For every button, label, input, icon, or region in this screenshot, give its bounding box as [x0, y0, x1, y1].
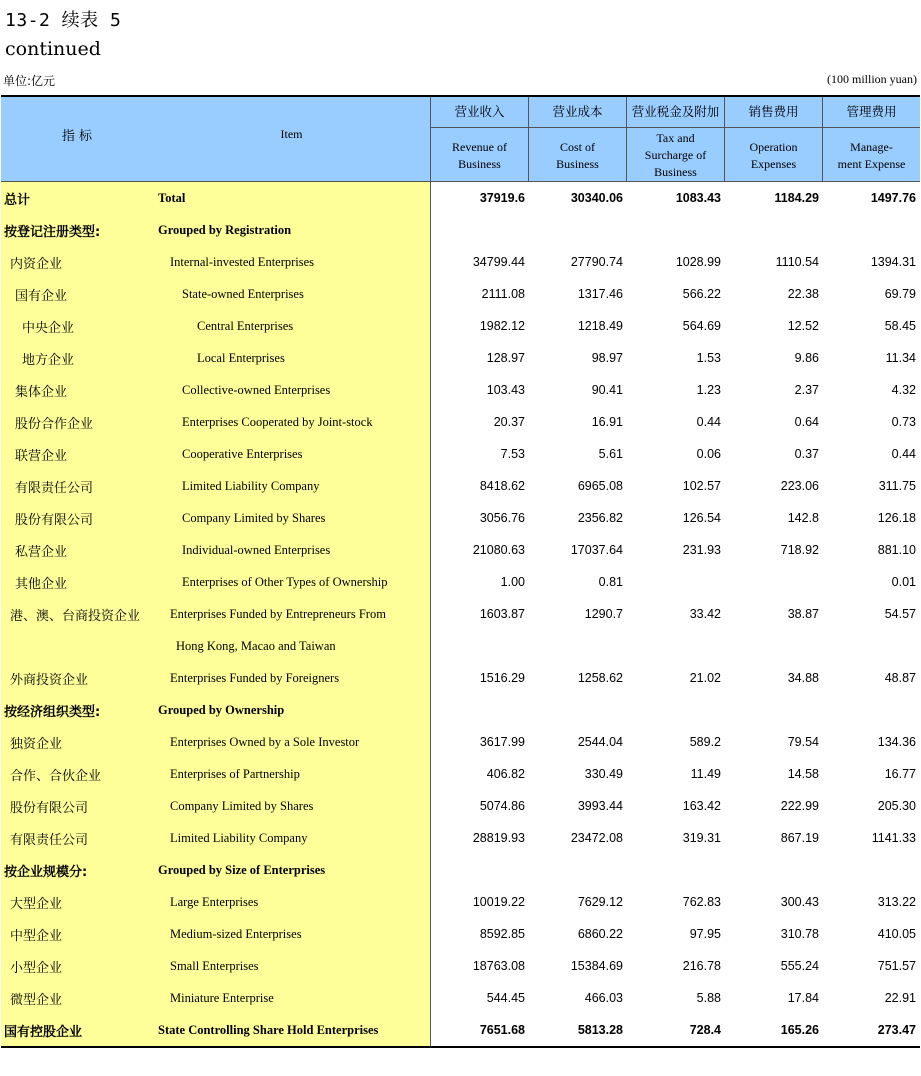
row-value: 3056.76	[479, 511, 525, 525]
row-value: 0.01	[891, 575, 916, 589]
row-value: 14.58	[787, 767, 819, 781]
row-value: 1.00	[500, 575, 525, 589]
row-value: 11.49	[690, 767, 721, 781]
row-label-en: Enterprises Funded by Entrepreneurs From	[153, 598, 431, 630]
row-value: 103.43	[486, 383, 525, 397]
table-row	[1, 822, 920, 854]
row-label-cn: 外商投资企业	[1, 662, 153, 694]
row-label-en: Grouped by Ownership	[153, 694, 431, 726]
row-value: 79.54	[787, 735, 819, 749]
row-value: 12.52	[787, 319, 819, 333]
row-value: 867.19	[780, 831, 819, 845]
table-subtitle: continued	[5, 38, 101, 60]
row-value: 231.93	[682, 543, 721, 557]
row-value: 102.57	[682, 479, 721, 493]
row-value: 126.54	[682, 511, 721, 525]
row-value: 90.41	[591, 383, 623, 397]
row-label-en: Central Enterprises	[153, 310, 431, 342]
row-value: 223.06	[780, 479, 819, 493]
row-value: 1218.49	[577, 319, 623, 333]
header-cost	[529, 97, 627, 181]
row-label-en: Company Limited by Shares	[153, 502, 431, 534]
row-label-cn: 按企业规模分:	[1, 854, 153, 886]
row-value: 98.97	[591, 351, 623, 365]
row-label-en: Limited Liability Company	[153, 470, 431, 502]
row-label-cn: 有限责任公司	[1, 822, 153, 854]
row-label-en: Company Limited by Shares	[153, 790, 431, 822]
unit-label-cn: 单位:亿元	[3, 74, 56, 88]
row-label-en: State-owned Enterprises	[153, 278, 431, 310]
table-body	[1, 182, 920, 1046]
row-value: 762.83	[682, 895, 721, 909]
row-label-cn: 股份有限公司	[1, 502, 153, 534]
row-value: 165.26	[780, 1023, 819, 1037]
row-value: 8418.62	[479, 479, 525, 493]
row-value: 3617.99	[479, 735, 525, 749]
row-value: 97.95	[689, 927, 721, 941]
row-label-en: State Controlling Share Hold Enterprises	[153, 1014, 431, 1046]
row-value: 28819.93	[472, 831, 525, 845]
row-value: 27790.74	[570, 255, 623, 269]
row-value: 216.78	[682, 959, 721, 973]
table-row	[1, 502, 920, 534]
row-value: 1603.87	[479, 607, 525, 621]
row-label-cn: 其他企业	[1, 566, 153, 598]
table-header	[1, 97, 920, 182]
row-value: 273.47	[877, 1023, 916, 1037]
row-value: 38.87	[787, 607, 819, 621]
row-value: 1141.33	[871, 831, 916, 845]
row-value: 11.34	[885, 351, 916, 365]
row-value: 10019.22	[472, 895, 525, 909]
row-value: 0.44	[696, 415, 721, 429]
row-label-en: Local Enterprises	[153, 342, 431, 374]
table-row	[1, 758, 920, 790]
row-label-cn: 国有企业	[1, 278, 153, 310]
row-label-cn: 按经济组织类型:	[1, 694, 153, 726]
row-label-en: Enterprises of Partnership	[153, 758, 431, 790]
row-label-en: Large Enterprises	[153, 886, 431, 918]
table-row	[1, 790, 920, 822]
header-management-cn: 管理费用	[823, 97, 920, 128]
row-value: 589.2	[689, 735, 721, 749]
row-value: 7.53	[500, 447, 525, 461]
row-value: 3993.44	[577, 799, 623, 813]
unit-label-en: (100 million yuan)	[827, 72, 917, 86]
row-label-cn: 大型企业	[1, 886, 153, 918]
row-value: 37919.6	[479, 191, 525, 205]
header-revenue-cn: 营业收入	[431, 97, 528, 128]
row-label-en: Small Enterprises	[153, 950, 431, 982]
table-row	[1, 694, 920, 726]
table-row	[1, 534, 920, 566]
header-operation-en: Operation Expenses	[749, 139, 798, 171]
header-tax	[627, 97, 725, 181]
row-label-en: Total	[153, 182, 431, 214]
row-value: 544.45	[486, 991, 525, 1005]
row-value: 881.10	[877, 543, 916, 557]
row-value: 1497.76	[870, 191, 916, 205]
row-label-cn: 按登记注册类型:	[1, 214, 153, 246]
row-label-cn: 独资企业	[1, 726, 153, 758]
row-value: 9.86	[794, 351, 819, 365]
row-label-en: Enterprises Funded by Foreigners	[153, 662, 431, 694]
header-management-en: Manage- ment Expense	[837, 139, 906, 171]
row-value: 16.77	[884, 767, 916, 781]
row-label-cn: 内资企业	[1, 246, 153, 278]
row-value: 22.38	[787, 287, 819, 301]
row-value: 7629.12	[577, 895, 623, 909]
table-row	[1, 726, 920, 758]
row-value: 222.99	[780, 799, 819, 813]
table-row	[1, 438, 920, 470]
row-label-en: Limited Liability Company	[153, 822, 431, 854]
row-value: 18763.08	[472, 959, 525, 973]
row-label-cn: 总计	[1, 182, 153, 214]
row-label-cn: 联营企业	[1, 438, 153, 470]
table-row	[1, 598, 920, 630]
row-value: 134.36	[877, 735, 916, 749]
table-row	[1, 1014, 920, 1046]
row-value: 751.57	[877, 959, 916, 973]
row-value: 310.78	[780, 927, 819, 941]
row-value: 2.37	[794, 383, 819, 397]
row-value: 1028.99	[675, 255, 721, 269]
row-value: 1982.12	[479, 319, 525, 333]
header-item-en: Item	[153, 97, 431, 181]
row-value: 6965.08	[577, 479, 623, 493]
row-label-cn: 港、澳、台商投资企业	[1, 598, 153, 630]
row-value: 205.30	[877, 799, 916, 813]
row-label-en: Grouped by Registration	[153, 214, 431, 246]
row-value: 163.42	[682, 799, 721, 813]
row-value: 17037.64	[570, 543, 623, 557]
header-cost-en: Cost of Business	[556, 139, 599, 171]
row-value: 1317.46	[577, 287, 623, 301]
header-cost-cn: 营业成本	[529, 97, 626, 128]
row-value: 34.88	[787, 671, 819, 685]
row-value: 21.02	[689, 671, 721, 685]
table-row	[1, 950, 920, 982]
row-value: 2111.08	[481, 287, 525, 301]
table-row	[1, 246, 920, 278]
table-row	[1, 630, 920, 662]
header-tax-en: Tax and Surcharge of Business	[644, 131, 707, 179]
row-value: 1394.31	[870, 255, 916, 269]
table-row	[1, 214, 920, 246]
header-operation-cn: 销售费用	[725, 97, 822, 128]
table-row	[1, 854, 920, 886]
row-label-cn: 微型企业	[1, 982, 153, 1014]
row-label-cn: 中型企业	[1, 918, 153, 950]
header-operation	[725, 97, 823, 181]
row-label-en: Collective-owned Enterprises	[153, 374, 431, 406]
table-row	[1, 918, 920, 950]
row-label-cn: 集体企业	[1, 374, 153, 406]
row-value: 406.82	[486, 767, 525, 781]
row-value: 20.37	[493, 415, 525, 429]
row-label-cn: 合作、合伙企业	[1, 758, 153, 790]
row-label-en: Hong Kong, Macao and Taiwan	[153, 630, 431, 662]
row-label-cn: 地方企业	[1, 342, 153, 374]
header-revenue-en: Revenue of Business	[452, 139, 507, 171]
row-value: 311.75	[878, 479, 916, 493]
row-value: 4.32	[891, 383, 916, 397]
table-row	[1, 470, 920, 502]
row-label-en: Enterprises Cooperated by Joint-stock	[153, 406, 431, 438]
table-row	[1, 886, 920, 918]
data-table	[1, 95, 920, 1048]
row-value: 0.06	[696, 447, 721, 461]
row-value: 30340.06	[570, 191, 623, 205]
row-value: 23472.08	[570, 831, 623, 845]
row-value: 8592.85	[479, 927, 525, 941]
row-value: 1258.62	[577, 671, 623, 685]
row-value: 0.44	[891, 447, 916, 461]
table-row	[1, 374, 920, 406]
table-row	[1, 182, 920, 214]
row-label-en: Medium-sized Enterprises	[153, 918, 431, 950]
row-value: 5.88	[696, 991, 721, 1005]
row-value: 0.64	[794, 415, 819, 429]
row-value: 16.91	[591, 415, 623, 429]
row-value: 17.84	[787, 991, 819, 1005]
row-value: 0.37	[794, 447, 819, 461]
row-label-en: Internal-invested Enterprises	[153, 246, 431, 278]
row-value: 313.22	[877, 895, 916, 909]
row-label-en: Enterprises Owned by a Sole Investor	[153, 726, 431, 758]
row-value: 58.45	[884, 319, 916, 333]
row-label-cn: 小型企业	[1, 950, 153, 982]
row-value: 1516.29	[479, 671, 525, 685]
row-value: 466.03	[584, 991, 623, 1005]
row-value: 1.53	[696, 351, 721, 365]
row-value: 15384.69	[570, 959, 623, 973]
row-value: 1.23	[696, 383, 721, 397]
table-row	[1, 566, 920, 598]
row-label-cn: 股份有限公司	[1, 790, 153, 822]
row-value: 126.18	[877, 511, 916, 525]
row-value: 142.8	[787, 511, 819, 525]
table-title: 13-2 续表 5	[5, 10, 122, 31]
row-label-en: Grouped by Size of Enterprises	[153, 854, 431, 886]
row-label-en: Miniature Enterprise	[153, 982, 431, 1014]
row-value: 300.43	[780, 895, 819, 909]
row-value: 1110.54	[775, 255, 819, 269]
table-row	[1, 982, 920, 1014]
row-value: 1184.29	[774, 191, 819, 205]
row-value: 1290.7	[584, 607, 623, 621]
row-value: 5813.28	[577, 1023, 623, 1037]
header-revenue	[431, 97, 529, 181]
row-label-cn: 国有控股企业	[1, 1014, 153, 1046]
row-label-cn: 股份合作企业	[1, 406, 153, 438]
header-management	[823, 97, 920, 181]
row-value: 566.22	[682, 287, 721, 301]
table-row	[1, 342, 920, 374]
row-value: 54.57	[884, 607, 916, 621]
row-value: 564.69	[682, 319, 721, 333]
row-value: 2356.82	[577, 511, 623, 525]
row-label-en: Cooperative Enterprises	[153, 438, 431, 470]
row-value: 69.79	[884, 287, 916, 301]
table-row	[1, 278, 920, 310]
row-value: 718.92	[780, 543, 819, 557]
row-value: 128.97	[486, 351, 525, 365]
row-value: 330.49	[584, 767, 623, 781]
row-value: 21080.63	[472, 543, 525, 557]
row-label-cn: 有限责任公司	[1, 470, 153, 502]
row-value: 319.31	[682, 831, 721, 845]
row-value: 410.05	[877, 927, 916, 941]
row-label-cn	[1, 630, 153, 662]
table-row	[1, 662, 920, 694]
row-value: 7651.68	[479, 1023, 525, 1037]
row-value: 5074.86	[479, 799, 525, 813]
row-value: 0.73	[891, 415, 916, 429]
row-label-en: Enterprises of Other Types of Ownership	[153, 566, 431, 598]
table-row	[1, 406, 920, 438]
row-value: 48.87	[884, 671, 916, 685]
row-value: 6860.22	[577, 927, 623, 941]
row-value: 0.81	[598, 575, 623, 589]
header-tax-cn: 营业税金及附加	[627, 97, 724, 128]
row-value: 1083.43	[675, 191, 721, 205]
row-label-cn: 私营企业	[1, 534, 153, 566]
row-label-en: Individual-owned Enterprises	[153, 534, 431, 566]
row-value: 22.91	[884, 991, 916, 1005]
row-value: 555.24	[780, 959, 819, 973]
header-item-cn: 指 标	[1, 97, 153, 181]
row-value: 728.4	[689, 1023, 721, 1037]
row-value: 34799.44	[472, 255, 525, 269]
row-label-cn: 中央企业	[1, 310, 153, 342]
table-row	[1, 310, 920, 342]
row-value: 33.42	[689, 607, 721, 621]
row-value: 5.61	[598, 447, 623, 461]
row-value: 2544.04	[577, 735, 623, 749]
